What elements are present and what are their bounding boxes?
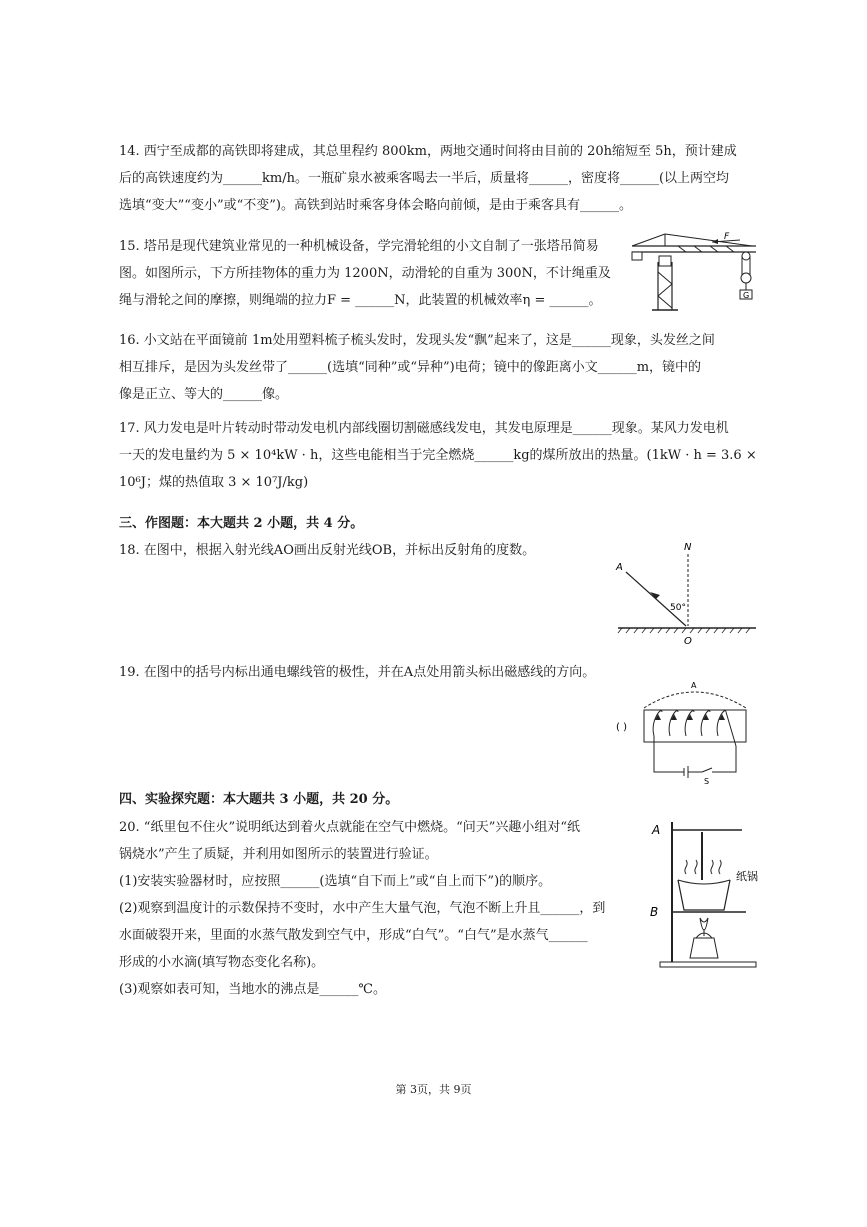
q16-line-3: 像是正立、等大的______像。 bbox=[119, 387, 289, 402]
fig-label-g: G bbox=[743, 291, 750, 300]
fig-angle-label: 50° bbox=[670, 603, 686, 613]
q20-line-5: 水面破裂开来，里面的水蒸气散发到空气中，形成“白气”。“白气”是水蒸气______ bbox=[119, 928, 588, 943]
q17-line-3: 10⁶J；煤的热值取 3 × 10⁷J/kg) bbox=[119, 475, 309, 490]
fig-label-a: A bbox=[691, 681, 697, 690]
q14-line-1: 14. 西宁至成都的高铁即将建成，其总里程约 800km，两地交通时间将由目前的 20h缩短至 5h，预计建成 bbox=[119, 144, 737, 159]
fig-label-n: N bbox=[684, 542, 692, 553]
section-3-heading: 三、作图题：本大题共 2 小题，共 4 分。 bbox=[119, 516, 364, 531]
paper-pot-apparatus-figure bbox=[650, 818, 770, 970]
fig-label-a: A bbox=[616, 562, 623, 573]
q14-line-2: 后的高铁速度约为______km/h。一瓶矿泉水被乘客喝去一半后，质量将______，密度将______(以上两空均 bbox=[119, 171, 730, 186]
fig-label-pot: 纸锅 bbox=[736, 870, 758, 883]
q20-line-2: 锅烧水”产生了质疑，并利用如图所示的装置进行验证。 bbox=[119, 847, 438, 862]
q14-line-3: 选填“变大”“变小”或“不变”)。高铁到站时乘客身体会略向前倾，是由于乘客具有______。 bbox=[119, 198, 632, 213]
q17-line-2: 一天的发电量约为 5 × 10⁴kW · h，这些电能相当于完全燃烧______kg的煤所放出的热量。(1kW · h = 3.6 × bbox=[119, 448, 757, 463]
page-footer: 第 3页，共 9页 bbox=[395, 1083, 472, 1096]
question-15 bbox=[119, 233, 619, 314]
q16-line-2: 相互排斥，是因为头发丝带了______(选填“同种”或“异种”)电荷；镜中的像距离小文______m，镜中的 bbox=[119, 360, 702, 375]
fig-label-bracket: ( ) bbox=[616, 722, 627, 733]
q16-line-1: 16. 小文站在平面镜前 1m处用塑料梳子梳头发时，发现头发“飘”起来了，这是______现象，头发丝之间 bbox=[119, 333, 715, 348]
q15-line-2: 图。如图所示，下方所挂物体的重力为 1200N，动滑轮的自重为 300N，不计绳重及 bbox=[119, 266, 611, 281]
q17-line-1: 17. 风力发电是叶片转动时带动发电机内部线圈切割磁感线发电，其发电原理是______现象。某风力发电机 bbox=[119, 421, 729, 436]
q20-line-3: (1)安装实验器材时，应按照______(选填“自下而上”或“自上而下”)的顺序。 bbox=[119, 874, 552, 889]
q15-line-3: 绳与滑轮之间的摩擦，则绳端的拉力F = ______N，此装置的机械效率η = ______。 bbox=[119, 293, 602, 308]
reflection-figure bbox=[608, 538, 758, 648]
q15-line-1: 15. 塔吊是现代建筑业常见的一种机械设备，学完滑轮组的小文自制了一张塔吊简易 bbox=[119, 239, 599, 254]
fig-label-f: F bbox=[724, 232, 730, 242]
q18-text: 18. 在图中，根据入射光线AO画出反射光线OB，并标出反射角的度数。 bbox=[119, 543, 536, 558]
q19-text: 19. 在图中的括号内标出通电螺线管的极性，并在A点处用箭头标出磁感线的方向。 bbox=[119, 665, 596, 680]
solenoid-figure bbox=[614, 680, 760, 786]
fig-label-b: B bbox=[650, 905, 659, 919]
q20-line-6: 形成的小水滴(填写物态变化名称)。 bbox=[119, 955, 325, 970]
question-16 bbox=[119, 327, 759, 408]
q20-line-4: (2)观察到温度计的示数保持不变时，水中产生大量气泡，气泡不断上升且______，到 bbox=[119, 901, 606, 916]
q20-line-7: (3)观察如表可知，当地水的沸点是______℃。 bbox=[119, 982, 386, 997]
fig-label-s: S bbox=[704, 777, 710, 786]
question-14 bbox=[119, 138, 759, 219]
tower-crane-figure bbox=[628, 232, 760, 312]
section-4-heading: 四、实验探究题：本大题共 3 小题，共 20 分。 bbox=[119, 792, 399, 807]
fig-label-a: A bbox=[652, 823, 661, 837]
q20-line-1: 20. “纸里包不住火”说明纸达到着火点就能在空气中燃烧。“问天”兴趣小组对“纸 bbox=[119, 820, 581, 835]
fig-label-o: O bbox=[684, 636, 692, 647]
question-20 bbox=[119, 814, 619, 1003]
question-17 bbox=[119, 415, 759, 496]
